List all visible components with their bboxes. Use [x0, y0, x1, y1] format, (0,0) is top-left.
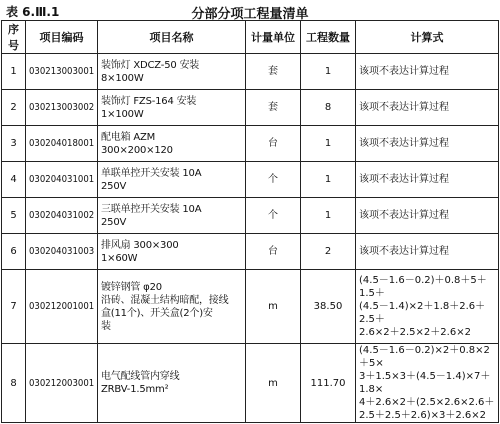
row-seq: 8	[2, 344, 26, 423]
row-formula-line: (4.5－1.6－0.2)＋0.8＋5＋1.5＋	[359, 275, 487, 299]
row-formula-line: 该项不表达计算过程	[359, 102, 449, 113]
row-formula-line: 该项不表达计算过程	[359, 138, 449, 149]
row-name-line: 配电箱 AZM	[101, 131, 156, 143]
row-name-line: 盒(11个)、开关盒(2个)安	[101, 307, 213, 319]
row-formula	[356, 90, 499, 126]
row-name-line: 250V	[101, 216, 127, 228]
row-formula	[356, 54, 499, 90]
row-qty: 1	[301, 126, 356, 162]
table-row	[2, 270, 499, 344]
row-name-line: 三联单控开关安装 10A	[101, 203, 202, 215]
row-formula-line: 2.5＋2.5＋2.6)×3＋2.6×2	[359, 410, 486, 421]
row-name	[98, 54, 246, 90]
row-seq: 7	[2, 270, 26, 344]
row-formula-line: (4.5－1.4)×2＋1.8＋2.6＋2.5＋	[359, 301, 486, 325]
row-qty: 8	[301, 90, 356, 126]
row-seq: 6	[2, 234, 26, 270]
row-unit: 台	[246, 126, 301, 162]
row-name	[98, 90, 246, 126]
row-formula-line: 2.6×2＋2.5×2＋2.6×2	[359, 327, 471, 338]
row-formula-line: 该项不表达计算过程	[359, 246, 449, 257]
header-name: 项目名称	[98, 21, 246, 54]
row-formula	[356, 162, 499, 198]
table-row	[2, 344, 499, 423]
row-code: 030204031001	[26, 162, 98, 198]
row-unit: 套	[246, 90, 301, 126]
row-name-line: 1×60W	[101, 252, 138, 264]
row-formula	[356, 126, 499, 162]
row-qty: 38.50	[301, 270, 356, 344]
row-qty: 1	[301, 54, 356, 90]
table-row	[2, 198, 499, 234]
table-row	[2, 90, 499, 126]
row-unit: 个	[246, 198, 301, 234]
row-code: 030212003001	[26, 344, 98, 423]
header-qty: 工程数量	[301, 21, 356, 54]
row-unit: 台	[246, 234, 301, 270]
row-name-line: 电气配线管内穿线	[101, 371, 180, 382]
row-name	[98, 162, 246, 198]
header-seq: 序号	[2, 21, 26, 54]
row-code: 030212001001	[26, 270, 98, 344]
row-code: 030213003002	[26, 90, 98, 126]
table-number: 表 6.Ⅲ.1	[6, 5, 60, 19]
row-formula	[356, 198, 499, 234]
row-name-line: 排风扇 300×300	[101, 239, 179, 251]
row-seq: 3	[2, 126, 26, 162]
row-name-line: 250V	[101, 180, 127, 192]
row-formula-line: 该项不表达计算过程	[359, 174, 449, 185]
row-name-line: 镀锌钢管 φ20	[101, 281, 162, 293]
table-caption	[0, 2, 500, 20]
header-row	[2, 21, 499, 54]
table-row	[2, 162, 499, 198]
row-name-line: 8×100W	[101, 72, 144, 84]
bill-of-quantities-table	[1, 20, 499, 423]
row-unit: m	[246, 270, 301, 344]
row-formula-line: 3＋1.5×3＋(4.5－1.4)×7＋1.8×	[359, 371, 491, 395]
row-formula	[356, 234, 499, 270]
row-formula-line: 该项不表达计算过程	[359, 210, 449, 221]
row-seq: 1	[2, 54, 26, 90]
row-formula-line: 4＋2.6×2＋(2.5×2.6×2.6＋	[359, 397, 495, 408]
table-title: 分部分项工程量清单	[191, 7, 309, 22]
row-qty: 1	[301, 198, 356, 234]
row-unit: 套	[246, 54, 301, 90]
row-unit: m	[246, 344, 301, 423]
row-unit: 个	[246, 162, 301, 198]
row-name-line: 300×200×120	[101, 144, 173, 156]
row-name	[98, 198, 246, 234]
row-name	[98, 126, 246, 162]
row-name	[98, 270, 246, 344]
row-formula-line: 该项不表达计算过程	[359, 66, 449, 77]
header-formula: 计算式	[356, 21, 499, 54]
row-qty: 1	[301, 162, 356, 198]
table-row	[2, 54, 499, 90]
row-formula	[356, 270, 499, 344]
table-row	[2, 234, 499, 270]
row-name-line: 装饰灯 XDCZ-50 安装	[101, 59, 200, 71]
row-code: 030204031003	[26, 234, 98, 270]
row-name-line: 沿砖、混凝土结构暗配，接线	[101, 294, 229, 306]
row-name-line: ZRBV-1.5mm²	[101, 384, 169, 395]
row-name-line: 1×100W	[101, 108, 144, 120]
row-seq: 2	[2, 90, 26, 126]
row-code: 030204018001	[26, 126, 98, 162]
row-qty: 111.70	[301, 344, 356, 423]
header-unit: 计量单位	[246, 21, 301, 54]
header-code: 项目编码	[26, 21, 98, 54]
row-formula	[356, 344, 499, 423]
row-name	[98, 234, 246, 270]
row-name	[98, 344, 246, 423]
row-qty: 2	[301, 234, 356, 270]
table-row	[2, 126, 499, 162]
row-formula-line: (4.5－1.6－0.2)×2＋0.8×2＋5×	[359, 345, 490, 369]
row-name-line: 装饰灯 FZS-164 安装	[101, 95, 197, 107]
row-name-line: 装	[101, 320, 111, 332]
row-seq: 5	[2, 198, 26, 234]
row-code: 030213003001	[26, 54, 98, 90]
row-name-line: 单联单控开关安装 10A	[101, 167, 202, 179]
row-seq: 4	[2, 162, 26, 198]
row-code: 030204031002	[26, 198, 98, 234]
